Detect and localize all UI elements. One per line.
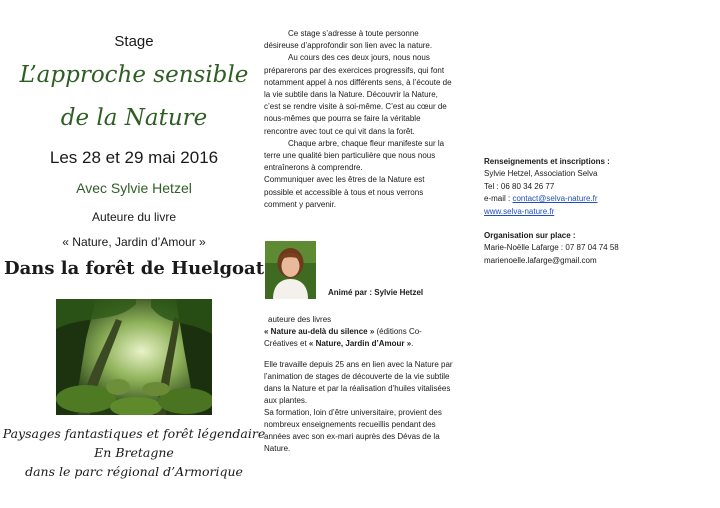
organiser-phone: Marie-Noëlle Lafarge : 07 87 04 74 58 bbox=[484, 243, 619, 253]
contact-phone: Tel : 06 80 34 26 77 bbox=[484, 181, 555, 191]
event-dates: Les 28 et 29 mai 2016 bbox=[49, 148, 219, 167]
book-1: « Nature au-delà du silence » bbox=[264, 327, 375, 336]
caption-line-2: En Bretagne bbox=[94, 445, 174, 460]
book-title: « Nature, Jardin d’Amour » bbox=[62, 235, 206, 249]
books-intro: auteure des livres bbox=[268, 315, 332, 324]
paragraph-intro: Ce stage s’adresse à toute personne désireuse d’approfondir son lien avec la nature. bbox=[264, 29, 433, 51]
book-1-publisher: (éditions Co-Créatives et bbox=[264, 327, 422, 348]
book-2-end: . bbox=[411, 339, 414, 348]
contact-email-line bbox=[484, 193, 684, 205]
email-link[interactable]: contact@selva-nature.fr bbox=[512, 194, 598, 204]
presenter-bio bbox=[264, 314, 454, 455]
book-2: « Nature, Jardin d’Amour » bbox=[308, 339, 412, 348]
forest-photo bbox=[56, 299, 212, 415]
contact-panel bbox=[484, 156, 684, 267]
title-line-2: de la Nature bbox=[60, 105, 208, 131]
books-list bbox=[264, 326, 454, 350]
contact-heading: Renseignements et inscriptions : bbox=[484, 157, 610, 166]
paragraph-program: Au cours des ces deux jours, nous nous préparerons par des exercices progressifs, qui font notamment appel à nos différents sens, à l’écoute de la vie subtile dans la Nature. Découvrir la Nature, c’est se rendre visite à soi-même. C’est au cœur de nous-mêmes que pourra se faire la véritable rencontre avec tout ce qui vit dans la forêt. bbox=[264, 53, 452, 136]
description-text bbox=[264, 28, 452, 211]
organiser-email: marienoelle.lafarge@gmail.com bbox=[484, 255, 597, 265]
title-line-1: L’approche sensible bbox=[19, 62, 249, 88]
caption-line-3: dans le parc régional d’Armorique bbox=[25, 464, 243, 479]
caption-line-1: Paysages fantastiques et forêt légendaire bbox=[2, 426, 266, 441]
stage-label: Stage bbox=[114, 33, 154, 50]
cover-panel bbox=[0, 0, 268, 508]
author-label: Auteure du livre bbox=[91, 210, 177, 224]
presenter-credit: Animé par : Sylvie Hetzel bbox=[328, 288, 424, 297]
bio-paragraph-1: Elle travaille depuis 25 ans en lien avec la Nature par l’animation de stages de découverte de la vie subtile dans la Nature et par la réalisation d’huiles vitalisées aux plantes. bbox=[264, 360, 453, 405]
bio-paragraph-2: Sa formation, loin d’être universitaire, provient des nombreux enseignements recueillis pendant des années avec son ex-mari auprès des Dévas de la Nature. bbox=[264, 408, 442, 453]
photo-caption bbox=[0, 424, 268, 481]
contact-name: Sylvie Hetzel, Association Selva bbox=[484, 169, 598, 179]
paragraph-communicate: Communiquer avec les êtres de la Nature est possible et accessible à tous et nous verrons comment y parvenir. bbox=[264, 175, 425, 209]
paragraph-trees: Chaque arbre, chaque fleur manifeste sur la terre une qualité bien particulière que nous nous entraînerons à comprendre. bbox=[264, 138, 445, 173]
location-title: Dans la forêt de Huelgoat bbox=[3, 258, 265, 279]
email-label: e-mail : bbox=[484, 194, 513, 204]
presenter-line: Avec Sylvie Hetzel bbox=[76, 180, 192, 196]
presenter-portrait bbox=[265, 241, 316, 299]
website-link[interactable]: www.selva-nature.fr bbox=[484, 206, 555, 216]
organisation-heading: Organisation sur place : bbox=[484, 231, 576, 241]
